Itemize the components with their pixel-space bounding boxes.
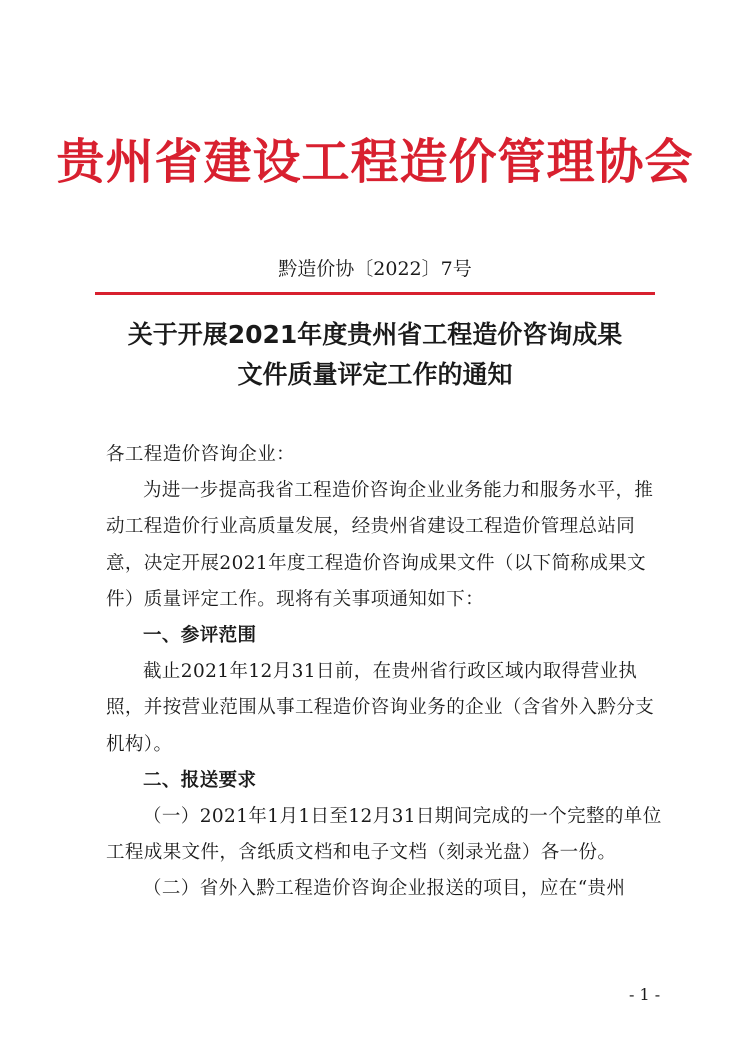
salutation: 各工程造价咨询企业：	[106, 444, 296, 465]
page-number: - 1 -	[629, 985, 661, 1004]
section-2-item-1: （一）2021年1月1日至12月31日期间完成的一个完整的单位工程成果文件，含纸质文档和电子文档（刻录光盘）各一份。	[106, 806, 662, 864]
notice-title	[60, 315, 690, 395]
section-1-heading: 一、参评范围	[143, 625, 257, 647]
organization-title: 贵州省建设工程造价管理协会	[56, 134, 694, 190]
notice-body	[106, 437, 666, 908]
red-divider-line	[95, 292, 655, 295]
notice-title-line-1: 关于开展2021年度贵州省工程造价咨询成果	[127, 320, 623, 349]
intro-paragraph: 为进一步提高我省工程造价咨询企业业务能力和服务水平，推动工程造价行业高质量发展，经贵州省建设工程造价管理总站同意，决定开展2021年度工程造价咨询成果文件（以下简称成果文件）质量评定工作。现将有关事项通知如下：	[106, 480, 654, 610]
section-2-heading: 二、报送要求	[143, 769, 257, 791]
section-2-item-2: （二）省外入黔工程造价咨询企业报送的项目，应在“贵州	[143, 878, 626, 900]
document-number: 黔造价协〔2022〕7号	[278, 258, 472, 280]
section-1-paragraph: 截止2021年12月31日前，在贵州省行政区域内取得营业执照，并按营业范围从事工程造价咨询业务的企业（含省外入黔分支机构）。	[106, 661, 655, 755]
notice-title-line-2: 文件质量评定工作的通知	[237, 360, 513, 389]
